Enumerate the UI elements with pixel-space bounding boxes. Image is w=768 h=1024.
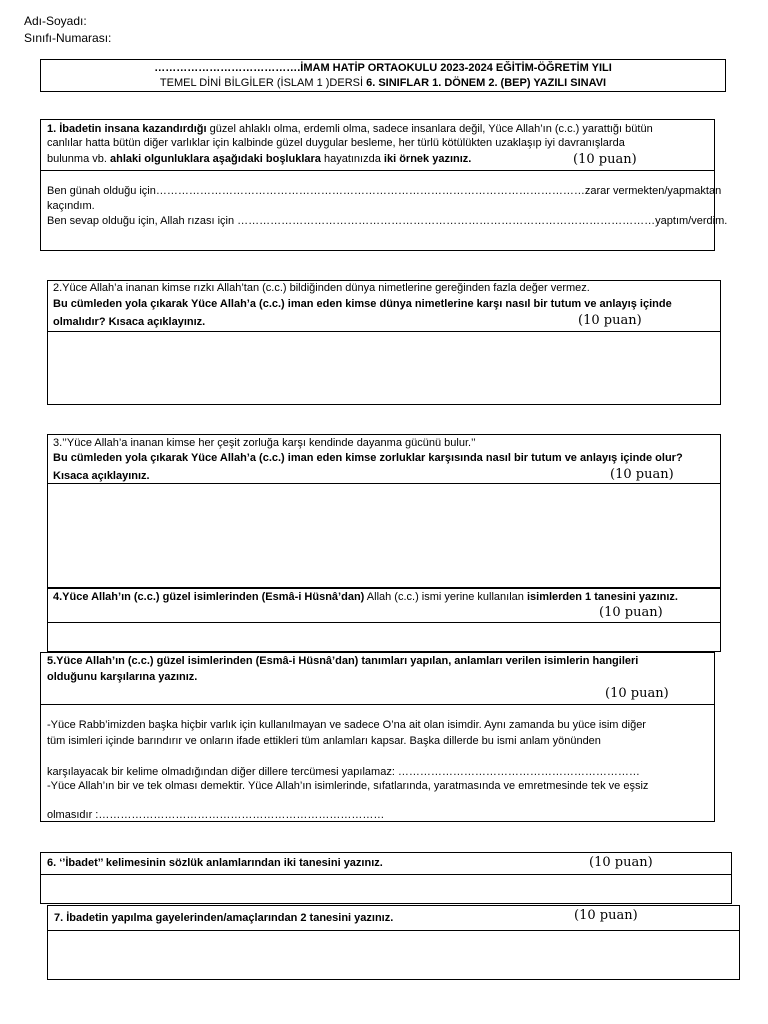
- exam-name: 6. SINIFLAR 1. DÖNEM 2. (BEP) YAZILI SINAVI: [366, 77, 607, 89]
- q4-answer-area[interactable]: [48, 623, 720, 651]
- question-5: [40, 652, 715, 822]
- q1-line3-a: bulunma vb.: [47, 153, 110, 165]
- q4-points: (10 puan): [599, 605, 663, 620]
- q5-divider: [41, 704, 714, 705]
- q5-line-1: 5.Yüce Allah’ın (c.c.) güzel isimlerinden (Esmâ-i Hüsnâ’dan) tanımları yapılan, anlamları verilen isimlerin hangileri: [47, 655, 639, 667]
- q5-desc-4: -Yüce Allah’ın bir ve tek olması demektir. Yüce Allah’ın isimlerinde, sıfatlarında, yaratmasında ve emretmesinde tek ve eşsiz: [47, 780, 649, 792]
- q1-line-1: [47, 122, 653, 136]
- q2-line-2: Bu cümleden yola çıkarak Yüce Allah’a (c.c.) iman eden kimse dünya nimetlerine karşı nasıl bir tutum ve anlayış içinde: [53, 298, 672, 310]
- q4-bold-1: 4.Yüce Allah’ın (c.c.) güzel isimlerinden (Esmâ-i Hüsnâ’dan): [53, 591, 365, 603]
- q4-line-1: [53, 590, 678, 604]
- q4-bold-2: isimlerden 1 tanesini yazınız.: [526, 591, 678, 603]
- q2-points: (10 puan): [578, 313, 642, 328]
- name-label: Adı-Soyadı:: [24, 14, 87, 28]
- q7-text: 7. İbadetin yapılma gayelerinden/amaçlarından 2 tanesini yazınız.: [54, 912, 394, 924]
- q5-desc-3[interactable]: karşılayacak bir kelime olmadığından diğer dillere tercümesi yapılamaz: …………………………………………………………: [47, 766, 640, 778]
- q5-desc-5[interactable]: olmasıdır :……………………………………………………………………: [47, 809, 385, 821]
- q3-points: (10 puan): [610, 467, 674, 482]
- q1-text-1: güzel ahlaklı olma, erdemli olma, sadece insanlara değil, Yüce Allah’ın (c.c.) yarattığı bütün: [206, 123, 653, 135]
- question-7: [47, 905, 740, 980]
- question-1: [40, 119, 728, 251]
- class-label: Sınıfı-Numarası:: [24, 31, 112, 45]
- exam-header: [40, 59, 726, 92]
- q1-line3-c: hayatınızda: [320, 153, 384, 165]
- q5-desc-2: tüm isimleri içinde barındırır ve onların ifade ettikleri tüm anlamları kapsar. Başka dillerde bu ismi anlam yönünden: [47, 735, 601, 747]
- q5-line-2: olduğunu karşılarına yazınız.: [47, 671, 198, 683]
- q3-line-2: Bu cümleden yola çıkarak Yüce Allah’a (c.c.) iman eden kimse zorluklar karşısında nasıl bir tutum ve anlayış içinde olur?: [53, 452, 683, 464]
- q6-points: (10 puan): [589, 855, 653, 870]
- q6-answer-area[interactable]: [41, 875, 731, 903]
- q1-line-2: canlılar hatta bütün diğer varlıklar için kalbinde güzel duygular besleme, her türlü kötülükten uzaklaşıp iyi davranışlarda: [47, 137, 625, 149]
- course-name: TEMEL DİNİ BİLGİLER (İSLAM 1 )DERSİ: [159, 77, 367, 89]
- q1-bold-start: 1. İbadetin insana kazandırdığı: [47, 123, 207, 135]
- q5-points: (10 puan): [605, 686, 669, 701]
- question-4: [47, 588, 721, 652]
- q7-answer-area[interactable]: [48, 931, 739, 979]
- q3-line-3: Kısaca açıklayınız.: [53, 470, 150, 482]
- question-6: [40, 852, 732, 904]
- q1-answer-line-3[interactable]: Ben sevap olduğu için, Allah rızası için ……………………………………………………………………………………………………yaptım/verdim.: [47, 215, 728, 227]
- q1-answer-line-2: kaçındım.: [47, 200, 95, 212]
- exam-title: [41, 77, 725, 89]
- q1-line3-b: ahlaki olgunluklara aşağıdaki boşluklara: [109, 153, 321, 165]
- q2-line-1: 2.Yüce Allah’a inanan kimse rızkı Allah’tan (c.c.) bildiğinden dünya nimetlerine gereğinden fazla değer vermez.: [53, 282, 590, 294]
- q3-answer-area[interactable]: [48, 484, 720, 587]
- q4-plain-1: Allah (c.c.) ismi yerine kullanılan: [364, 591, 527, 603]
- q1-line-3: [47, 152, 471, 166]
- q6-text: 6. ‘’İbadet’’ kelimesinin sözlük anlamlarından iki tanesini yazınız.: [47, 857, 383, 869]
- question-3: [47, 434, 721, 588]
- q2-line-3: olmalıdır? Kısaca açıklayınız.: [53, 316, 206, 328]
- q1-points: (10 puan): [573, 152, 637, 167]
- question-2: [47, 280, 721, 405]
- q1-line3-d: iki örnek yazınız.: [383, 153, 472, 165]
- q5-desc-1: -Yüce Rabb’imizden başka hiçbir varlık için kullanılmayan ve sadece O’na ait olan isimdir. Aynı zamanda bu yüce isim diğer: [47, 719, 646, 731]
- q2-answer-area[interactable]: [48, 332, 720, 404]
- school-title: ………………………………….İMAM HATİP ORTAOKULU 2023-2024 EĞİTİM-ÖĞRETİM YILI: [154, 62, 612, 74]
- q1-answer-line-1[interactable]: Ben günah olduğu için………………………………………………………………………………………………………zarar vermekten/yapmaktan: [47, 185, 722, 197]
- q1-divider: [41, 170, 714, 171]
- q3-line-1: 3.’’Yüce Allah’a inanan kimse her çeşit zorluğa karşı kendinde dayanma gücünü bulur.’’: [53, 437, 476, 449]
- q7-points: (10 puan): [574, 908, 638, 923]
